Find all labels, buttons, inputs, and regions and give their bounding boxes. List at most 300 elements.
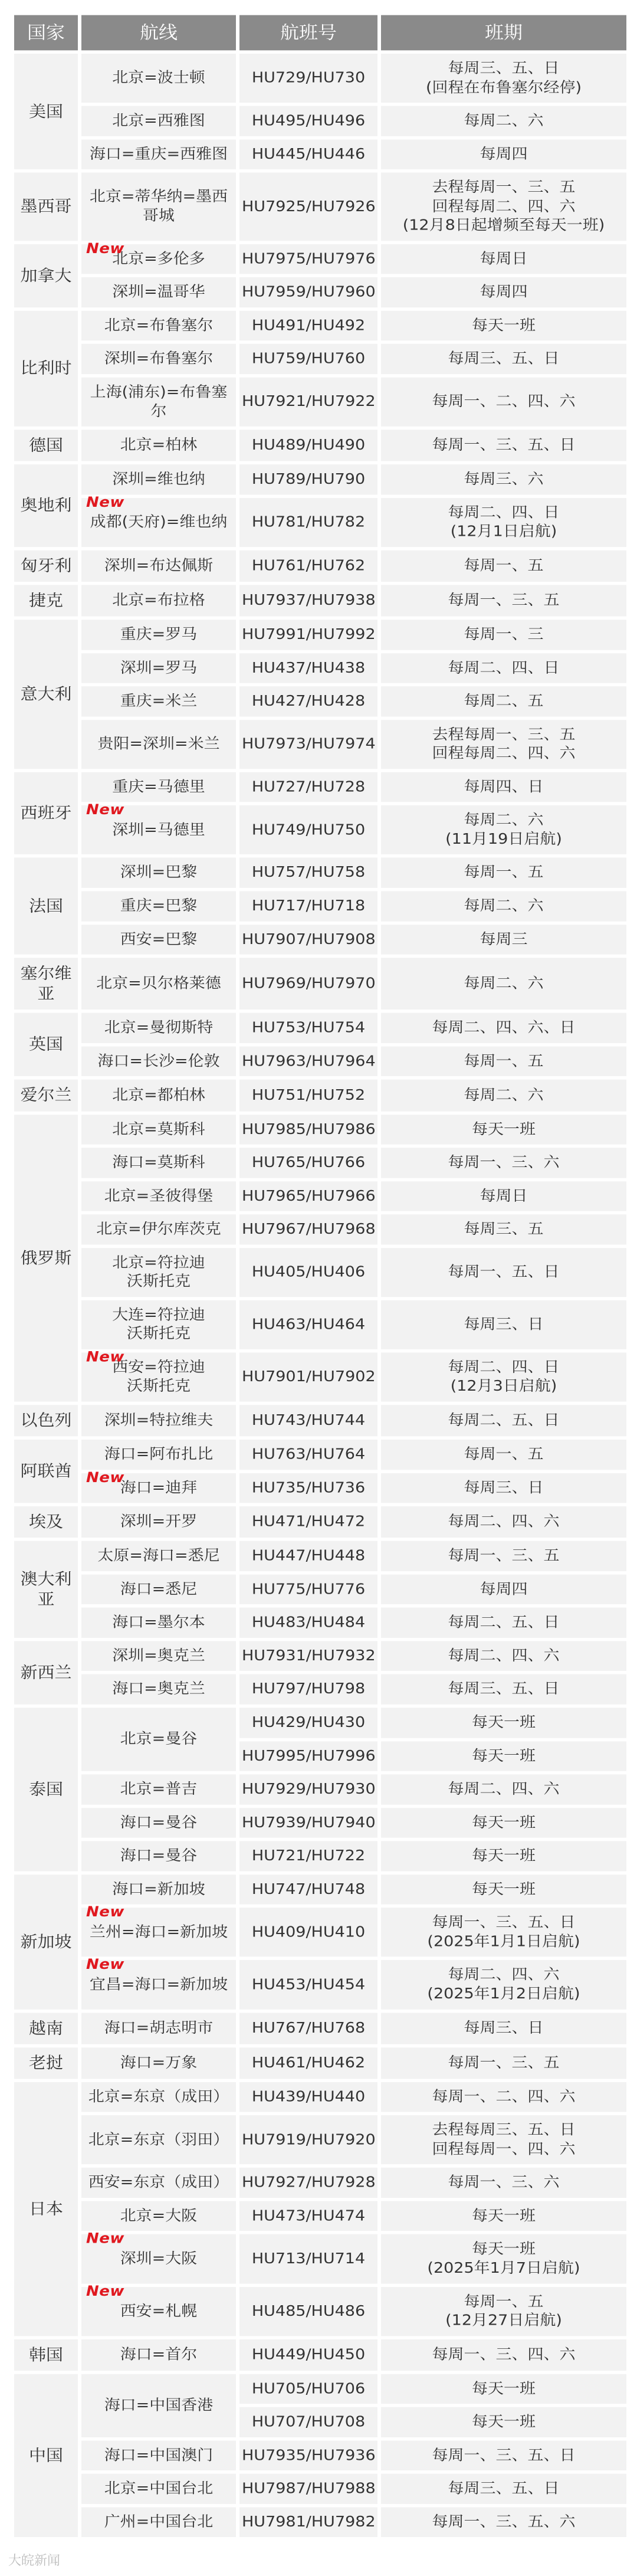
schedule-cell: [381, 891, 626, 921]
schedule-text: 每周二、六: [464, 112, 544, 129]
table-row: [14, 277, 626, 307]
schedule-cell: [381, 720, 626, 769]
schedule-text: 每周三、五、日: [448, 2480, 560, 2498]
schedule-cell: [381, 2047, 626, 2079]
schedule-cell: [381, 653, 626, 683]
schedule-cell: [381, 686, 626, 716]
route-text: 北京=莫斯科: [112, 1120, 205, 1138]
schedule-cell: [381, 2407, 626, 2437]
flight-number-cell: HU409/HU410: [239, 1908, 377, 1957]
route-text: 北京=中国台北: [104, 2480, 214, 2498]
route-text: 北京=西雅图: [112, 112, 205, 129]
schedule-cell: [381, 620, 626, 650]
flight-number-cell: HU7925/HU7926: [239, 173, 377, 241]
route-text: 北京=蒂华纳=墨西哥城: [89, 188, 228, 225]
route-text: 海口=悉尼: [120, 1580, 198, 1598]
country-cell: 匈牙利: [14, 550, 78, 582]
schedule-note: (2025年1月7日启航): [427, 2259, 580, 2277]
schedule-cell: [381, 1574, 626, 1604]
route-text: 重庆=米兰: [120, 692, 198, 710]
schedule-cell: [381, 1046, 626, 1076]
header-country: 国家: [14, 15, 78, 51]
flight-number-cell: HU7939/HU7940: [239, 1808, 377, 1838]
schedule-cell: [381, 585, 626, 616]
route-text-line2: 沃斯托克: [127, 1325, 191, 1343]
schedule-cell: [381, 2507, 626, 2537]
route-text: 北京=曼彻斯特: [104, 1019, 214, 1037]
route-cell: [81, 54, 236, 103]
table-row: [14, 958, 626, 1010]
schedule-cell: [381, 1214, 626, 1244]
route-text: 深圳=大阪: [120, 2250, 198, 2267]
schedule-text: 每天一班: [472, 1814, 536, 1831]
route-cell: [81, 464, 236, 494]
table-row: [14, 2507, 626, 2537]
route-text: 深圳=马德里: [112, 821, 205, 838]
flight-number-cell: HU705/HU706: [239, 2374, 377, 2404]
schedule-cell: [381, 173, 626, 241]
route-text: 深圳=开罗: [120, 1513, 198, 1530]
table-row: [14, 498, 626, 547]
schedule-cell: [381, 1440, 626, 1470]
route-text: 深圳=布达佩斯: [104, 557, 214, 574]
schedule-text: 每周一、五: [464, 864, 544, 881]
new-badge: New: [86, 494, 124, 511]
schedule-text: 每周一、三、五: [448, 591, 560, 609]
flight-number-cell: HU759/HU760: [239, 344, 377, 374]
flight-number-cell: HU765/HU766: [239, 1148, 377, 1178]
schedule-cell: [381, 805, 626, 854]
schedule-text: 每周一、三、五、日: [432, 436, 576, 454]
schedule-text: 每天一班: [472, 2207, 536, 2224]
schedule-cell: [381, 2201, 626, 2231]
flight-number-cell: HU449/HU450: [239, 2339, 377, 2371]
route-cell: [81, 2082, 236, 2112]
schedule-cell: [381, 1608, 626, 1638]
route-text: 北京=东京（成田）: [88, 2088, 229, 2106]
route-cell: [81, 1707, 236, 1771]
flight-number-cell: HU7991/HU7992: [239, 620, 377, 650]
country-cell: 法国: [14, 858, 78, 955]
route-text: 北京=都柏林: [112, 1086, 205, 1104]
new-badge: New: [86, 2283, 124, 2300]
route-cell: [81, 2283, 236, 2336]
flight-number-cell: HU717/HU718: [239, 891, 377, 921]
route-cell: [81, 1808, 236, 1838]
schedule-cell: [381, 1874, 626, 1905]
country-cell: 奥地利: [14, 464, 78, 547]
schedule-text: 每周二、六: [464, 811, 544, 829]
route-cell: [81, 139, 236, 169]
schedule-cell: [381, 1405, 626, 1436]
route-cell: [81, 2115, 236, 2164]
route-cell: [81, 925, 236, 955]
flight-number-cell: HU7921/HU7922: [239, 378, 377, 427]
flight-number-cell: HU7985/HU7986: [239, 1115, 377, 1145]
route-text: 深圳=温哥华: [112, 283, 205, 301]
schedule-note: (回程在布鲁塞尔经停): [425, 78, 582, 96]
table-row: [14, 2082, 626, 2112]
flight-number-cell: HU721/HU722: [239, 1841, 377, 1872]
route-text: 北京=波士顿: [112, 69, 205, 87]
route-cell: [81, 378, 236, 427]
table-row: [14, 550, 626, 582]
country-cell: 意大利: [14, 620, 78, 769]
route-cell: [81, 958, 236, 1010]
flight-number-cell: HU495/HU496: [239, 106, 377, 136]
route-cell: [81, 1080, 236, 1111]
route-cell: [81, 1956, 236, 2009]
schedule-cell: [381, 378, 626, 427]
schedule-text: 每周二、六: [464, 897, 544, 915]
flight-number-cell: HU713/HU714: [239, 2234, 377, 2283]
schedule-text: 去程每周一、三、五: [432, 726, 576, 743]
flight-number-cell: HU453/HU454: [239, 1960, 377, 2009]
schedule-cell: [381, 54, 626, 103]
schedule-text: 每周一、五: [464, 1446, 544, 1463]
flight-number-cell: HU405/HU406: [239, 1248, 377, 1297]
schedule-cell: [381, 430, 626, 461]
table-row: [14, 1352, 626, 1401]
schedule-cell: [381, 2168, 626, 2198]
route-cell: [81, 1013, 236, 1043]
schedule-text: 去程每周一、三、五: [432, 178, 576, 196]
route-cell: [81, 1046, 236, 1076]
schedule-text: 每周一、三: [464, 625, 544, 643]
route-cell: [81, 1405, 236, 1436]
schedule-text: 每周一、三、四、六: [432, 2346, 576, 2363]
route-cell: [81, 2168, 236, 2198]
schedule-cell: [381, 1707, 626, 1738]
route-text: 北京=普吉: [120, 1780, 198, 1798]
route-cell: [81, 772, 236, 802]
table-row: [14, 1574, 626, 1604]
flight-number-cell: HU491/HU492: [239, 311, 377, 341]
flight-number-cell: HU473/HU474: [239, 2201, 377, 2231]
route-text: 海口=中国澳门: [104, 2446, 214, 2464]
schedule-text: 每周一、五: [464, 557, 544, 574]
schedule-text: 每周一、三、五、六: [432, 2513, 576, 2531]
schedule-note: 回程每周一、四、六: [432, 2140, 576, 2158]
schedule-text: 每周四: [480, 283, 528, 301]
route-cell: [81, 1148, 236, 1178]
schedule-cell: [381, 498, 626, 547]
schedule-cell: [381, 1674, 626, 1705]
table-row: [14, 430, 626, 461]
flight-number-cell: HU7981/HU7982: [239, 2507, 377, 2537]
flight-number-cell: HU7927/HU7928: [239, 2168, 377, 2198]
table-row: [14, 1181, 626, 1211]
table-row: [14, 1405, 626, 1436]
route-cell: [81, 430, 236, 461]
table-row: [14, 2474, 626, 2504]
flight-number-cell: HU727/HU728: [239, 772, 377, 802]
schedule-note: (11月19日启航): [445, 830, 562, 848]
table-row: [14, 1440, 626, 1470]
flight-number-cell: HU781/HU782: [239, 498, 377, 547]
route-text: 重庆=罗马: [120, 625, 198, 643]
table-row: [14, 1908, 626, 1957]
flight-number-cell: HU461/HU462: [239, 2047, 377, 2079]
flight-number-cell: HU489/HU490: [239, 430, 377, 461]
schedule-cell: [381, 2440, 626, 2470]
schedule-text: 每天一班: [472, 1847, 536, 1864]
flight-number-cell: HU439/HU440: [239, 2082, 377, 2112]
route-text: 西安=札幌: [120, 2302, 198, 2320]
flight-number-cell: HU7969/HU7970: [239, 958, 377, 1010]
route-text: 大连=符拉迪: [112, 1306, 205, 1323]
header-flight-number: 航班号: [239, 15, 377, 51]
schedule-cell: [381, 311, 626, 341]
flight-number-cell: HU747/HU748: [239, 1874, 377, 1905]
route-cell: [81, 550, 236, 582]
watermark: 大皖新闻: [8, 2554, 61, 2568]
schedule-cell: [381, 244, 626, 274]
schedule-cell: [381, 1774, 626, 1804]
route-text: 北京=大阪: [120, 2207, 198, 2224]
route-text: 北京=布鲁塞尔: [104, 316, 214, 334]
table-row: [14, 2287, 626, 2336]
schedule-text: 每周二、五、日: [448, 1411, 560, 1429]
flight-number-cell: HU767/HU768: [239, 2013, 377, 2044]
route-cell: [81, 585, 236, 616]
table-row: [14, 1707, 626, 1738]
header-schedule: 班期: [381, 15, 626, 51]
flight-number-cell: HU743/HU744: [239, 1405, 377, 1436]
route-cell: [81, 891, 236, 921]
table-row: [14, 1774, 626, 1804]
schedule-text: 每周二、四、日: [448, 504, 560, 522]
new-badge: New: [86, 1348, 124, 1365]
schedule-cell: [381, 139, 626, 169]
schedule-cell: [381, 1741, 626, 1771]
schedule-text: 每天一班: [472, 2413, 536, 2431]
schedule-text: 每周四: [480, 1580, 528, 1598]
schedule-cell: [381, 2082, 626, 2112]
schedule-text: 每周三、五、日: [448, 350, 560, 368]
route-text: 重庆=巴黎: [120, 897, 198, 915]
route-cell: [81, 1903, 236, 1957]
table-row: [14, 772, 626, 802]
schedule-cell: [381, 2234, 626, 2283]
table-row: [14, 378, 626, 427]
route-text: 深圳=布鲁塞尔: [104, 350, 214, 368]
schedule-cell: [381, 1148, 626, 1178]
route-cell: [81, 311, 236, 341]
route-cell: [81, 2201, 236, 2231]
flight-number-cell: HU7901/HU7902: [239, 1352, 377, 1401]
flight-number-cell: HU483/HU484: [239, 1608, 377, 1638]
schedule-cell: [381, 1115, 626, 1145]
country-cell: 比利时: [14, 311, 78, 427]
flight-number-cell: HU707/HU708: [239, 2407, 377, 2437]
flight-number-cell: HU751/HU752: [239, 1080, 377, 1111]
schedule-cell: [381, 858, 626, 888]
schedule-note: (12月3日启航): [450, 1377, 557, 1395]
table-row: [14, 2115, 626, 2164]
schedule-cell: [381, 464, 626, 494]
schedule-text: 每周日: [480, 250, 528, 267]
flight-number-cell: HU775/HU776: [239, 1574, 377, 1604]
schedule-cell: [381, 772, 626, 802]
schedule-cell: [381, 2115, 626, 2164]
table-row: [14, 173, 626, 241]
flight-number-cell: HU471/HU472: [239, 1506, 377, 1538]
route-cell: [81, 720, 236, 769]
flight-number-cell: HU7919/HU7920: [239, 2115, 377, 2164]
table-row: [14, 1080, 626, 1111]
table-row: [14, 2201, 626, 2231]
route-text: 宜昌=海口=新加坡: [89, 1975, 228, 1993]
schedule-cell: [381, 1352, 626, 1401]
schedule-note: (12月1日启航): [450, 523, 557, 540]
flight-number-cell: HU7937/HU7938: [239, 585, 377, 616]
table-row: [14, 2234, 626, 2283]
route-cell: [81, 801, 236, 854]
schedule-text: 每周二、五、日: [448, 1614, 560, 1631]
schedule-cell: [381, 2374, 626, 2404]
flight-number-cell: HU753/HU754: [239, 1013, 377, 1043]
route-text: 海口=首尔: [120, 2346, 198, 2363]
route-cell: [81, 277, 236, 307]
table-row: [14, 1541, 626, 1571]
route-cell: [81, 620, 236, 650]
route-text: 太原=海口=悉尼: [97, 1547, 220, 1565]
route-cell: [81, 858, 236, 888]
flight-number-cell: HU735/HU736: [239, 1473, 377, 1503]
table-row: [14, 585, 626, 616]
route-cell: [81, 1348, 236, 1401]
country-cell: 捷克: [14, 585, 78, 616]
route-text: 海口=万象: [120, 2054, 198, 2072]
flight-number-cell: HU789/HU790: [239, 464, 377, 494]
route-text: 海口=中国香港: [104, 2396, 214, 2414]
route-text: 深圳=特拉维夫: [104, 1411, 214, 1429]
schedule-text: 每天一班: [472, 1713, 536, 1731]
table-row: [14, 1046, 626, 1076]
schedule-text: 每天一班: [472, 1747, 536, 1765]
country-cell: 西班牙: [14, 772, 78, 855]
table-row: [14, 2440, 626, 2470]
schedule-text: 每天一班: [472, 316, 536, 334]
route-text: 海口=重庆=西雅图: [89, 145, 228, 163]
flight-number-cell: HU7959/HU7960: [239, 277, 377, 307]
country-cell: 塞尔维亚: [14, 958, 78, 1010]
route-cell: [81, 1181, 236, 1211]
schedule-cell: [381, 1248, 626, 1297]
country-cell: 爱尔兰: [14, 1080, 78, 1111]
flight-number-cell: HU447/HU448: [239, 1541, 377, 1571]
route-cell: [81, 1115, 236, 1145]
route-cell: [81, 1608, 236, 1638]
flight-number-cell: HU7965/HU7966: [239, 1181, 377, 1211]
table-row: [14, 1608, 626, 1638]
table-row: [14, 1641, 626, 1671]
schedule-cell: [381, 1300, 626, 1349]
table-row: [14, 2013, 626, 2044]
flight-number-cell: HU7929/HU7930: [239, 1774, 377, 1804]
schedule-text: 每周二、六: [464, 975, 544, 992]
schedule-text: 每周二、四、六: [448, 1966, 560, 1984]
schedule-cell: [381, 1908, 626, 1957]
table-body: [14, 54, 626, 2537]
route-cell: [81, 1214, 236, 1244]
schedule-note: (2025年1月1日启航): [427, 1933, 580, 1950]
flight-number-cell: HU7967/HU7968: [239, 1214, 377, 1244]
table-row: [14, 311, 626, 341]
schedule-text: 去程每周三、五、日: [432, 2121, 576, 2139]
route-text: 北京=符拉迪: [112, 1254, 205, 1271]
schedule-text: 每周四、日: [464, 778, 544, 795]
table-row: [14, 1300, 626, 1349]
flight-number-cell: HU7907/HU7908: [239, 925, 377, 955]
country-cell: 新西兰: [14, 1641, 78, 1704]
new-badge: New: [86, 1469, 124, 1486]
route-text: 贵阳=深圳=米兰: [97, 735, 220, 753]
schedule-text: 每周二、四、六、日: [432, 1019, 576, 1037]
route-text: 北京=贝尔格莱德: [96, 975, 221, 992]
flight-number-cell: HU427/HU428: [239, 686, 377, 716]
schedule-note: (12月8日起增频至每天一班): [402, 217, 605, 234]
schedule-cell: [381, 277, 626, 307]
table-row: [14, 1874, 626, 1905]
schedule-text: 每周三、日: [464, 1479, 544, 1496]
schedule-text: 每周二、四、六: [448, 1780, 560, 1798]
route-cell: [81, 1440, 236, 1470]
schedule-text: 每周一、三、五、日: [432, 2446, 576, 2464]
schedule-text: 每周三、日: [464, 2019, 544, 2037]
table-row: [14, 1674, 626, 1705]
table-row: [14, 1248, 626, 1297]
route-text: 海口=迪拜: [120, 1479, 198, 1496]
country-cell: 越南: [14, 2013, 78, 2044]
schedule-text: 每天一班: [472, 1120, 536, 1138]
schedule-text: 每天一班: [472, 2380, 536, 2397]
schedule-cell: [381, 1960, 626, 2009]
table-row: [14, 1841, 626, 1872]
route-text: 海口=莫斯科: [112, 1153, 205, 1171]
table-row: [14, 106, 626, 136]
flight-number-cell: HU7975/HU7976: [239, 244, 377, 274]
table-row: [14, 139, 626, 169]
table-row: [14, 2168, 626, 2198]
country-cell: 英国: [14, 1013, 78, 1076]
route-text: 兰州=海口=新加坡: [89, 1923, 228, 1941]
route-cell: [81, 2507, 236, 2537]
schedule-cell: [381, 2013, 626, 2044]
schedule-text: 每周二、四、六: [448, 1513, 560, 1530]
flight-number-cell: HU463/HU464: [239, 1300, 377, 1349]
route-cell: [81, 494, 236, 547]
flight-number-cell: HU729/HU730: [239, 54, 377, 103]
route-text: 北京=曼谷: [120, 1730, 198, 1748]
flight-number-cell: HU429/HU430: [239, 1707, 377, 1738]
route-cell: [81, 1874, 236, 1905]
new-badge: New: [86, 1956, 124, 1973]
flight-number-cell: HU7935/HU7936: [239, 2440, 377, 2470]
route-cell: [81, 1248, 236, 1297]
schedule-cell: [381, 1013, 626, 1043]
table-row: [14, 1808, 626, 1838]
schedule-cell: [381, 1080, 626, 1111]
table-row: [14, 1115, 626, 1145]
schedule-text: 每周一、三、五、日: [432, 1913, 576, 1931]
country-cell: 新加坡: [14, 1874, 78, 2009]
route-text: 海口=曼谷: [120, 1847, 198, 1864]
route-cell: [81, 106, 236, 136]
country-cell: 澳大利亚: [14, 1541, 78, 1638]
schedule-text: 每周日: [480, 1187, 528, 1205]
